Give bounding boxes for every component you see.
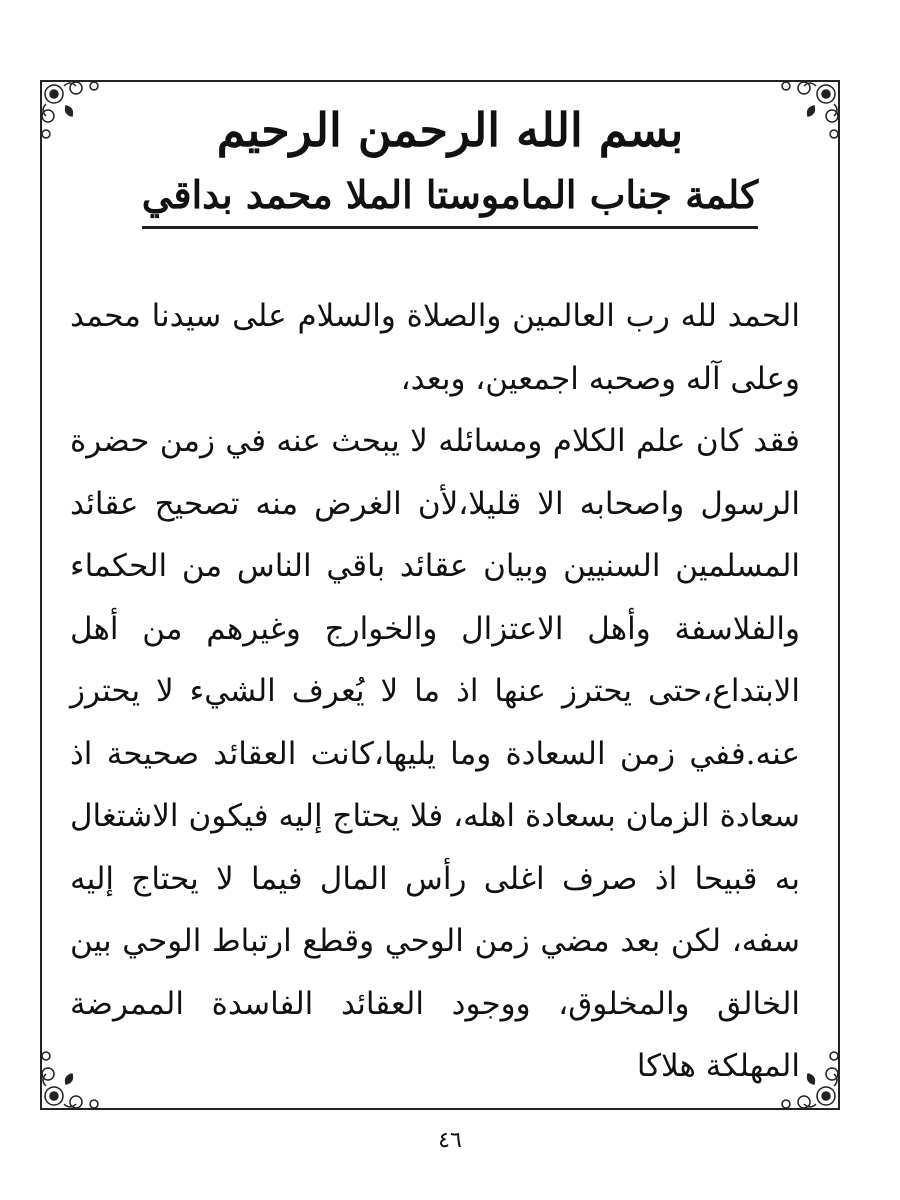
paragraph-opening: الحمد لله رب العالمين والصلاة والسلام على سيدنا محمد وعلى آله وصحبه اجمعين، وبعد،	[70, 298, 800, 397]
paragraph-main: فقد كان علم الكلام ومسائله لا يبحث عنه في زمن حضرة الرسول واصحابه الا قليلا،لأن الغرض منه تصحيح عقائد المسلمين السنيين وبيان عقائد باقي الناس من الحكماء والفلاسفة وأهل الاعتزال والخوارج وغيرهم من أهل الابتداع،حتى يحترز عنها اذ ما لا يُعرف الشيء لا يحترز عنه.ففي زمن السعادة وما يليها،كانت العقائد صحيحة اذ سعادة الزمان بسعادة اهله، فلا يحتاج إليه فيكون الاشتغال به قبيحا اذ صرف اغلى رأس المال فيما لا يحتاج إليه سفه، لكن بعد مضي زمن الوحي وقطع ارتباط الوحي بين الخالق والمخلوق، ووجود العقائد الفاسدة الممرضة المهلكة هلاكا	[70, 423, 800, 1084]
page-header	[0, 100, 900, 229]
body-text	[70, 285, 800, 1098]
speech-title: كلمة جناب الماموستا الملا محمد بداقي	[142, 166, 759, 229]
page-number: ٤٦	[438, 1128, 462, 1153]
basmala-heading: بسم الله الرحمن الرحيم	[216, 103, 684, 157]
